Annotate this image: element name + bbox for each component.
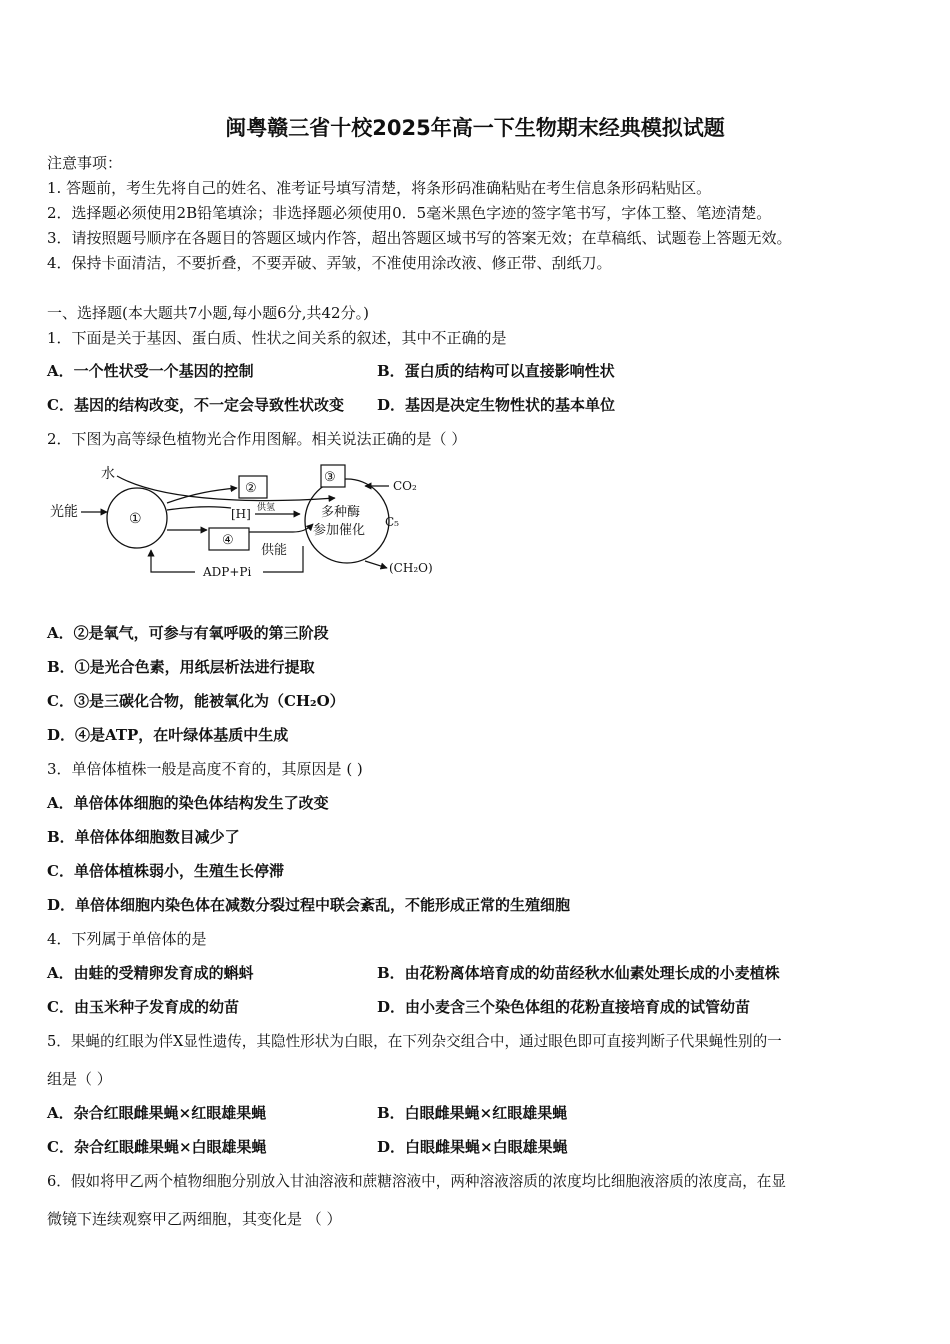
page-title: 闽粤赣三省十校2025年高一下生物期末经典模拟试题 (225, 116, 725, 140)
diagram-label-3: ③ (324, 470, 336, 485)
q5-option-d[interactable]: D．白眼雌果蝇×白眼雄果蝇 (377, 1138, 568, 1156)
question-1-stem: 1．下面是关于基因、蛋白质、性状之间关系的叙述，其中不正确的是 (47, 329, 507, 347)
q3-option-c[interactable]: C．单倍体植株弱小，生殖生长停滞 (47, 862, 284, 880)
diagram-label-2: ② (245, 481, 257, 496)
diagram-label-co2: CO₂ (393, 479, 417, 493)
energy-arrow (249, 524, 313, 532)
q2-option-a[interactable]: A．②是氧气，可参与有氧呼吸的第三阶段 (47, 624, 329, 642)
diagram-label-h: [H] (231, 507, 251, 521)
diagram-label-enzyme1: 多种酶 (321, 505, 361, 520)
q4-option-a[interactable]: A．由蛙的受精卵发育成的蝌蚪 (47, 964, 254, 982)
q4-option-c[interactable]: C．由玉米种子发育成的幼苗 (47, 998, 239, 1016)
o2-arrow (167, 488, 237, 503)
question-5-stem-cont: 组是（ ） (47, 1070, 112, 1088)
diagram-label-energy: 供能 (261, 543, 288, 558)
notice-heading: 注意事项： (47, 154, 123, 172)
diagram-label-supply-h: 供氢 (257, 503, 276, 513)
diagram-label-1: ① (129, 511, 142, 527)
diagram-label-enzyme2: 参加催化 (313, 523, 366, 538)
photosynthesis-diagram (45, 458, 445, 583)
diagram-label-adp: ADP+Pi (203, 565, 252, 579)
q4-option-d[interactable]: D．由小麦含三个染色体组的花粉直接培育成的试管幼苗 (377, 998, 751, 1016)
diagram-label-water: 水 (101, 466, 115, 482)
q3-option-d[interactable]: D．单倍体细胞内染色体在减数分裂过程中联会紊乱，不能形成正常的生殖细胞 (47, 896, 571, 914)
diagram-label-ch2o: (CH₂O) (389, 561, 433, 575)
q3-option-a[interactable]: A．单倍体体细胞的染色体结构发生了改变 (47, 794, 329, 812)
question-6-stem: 6．假如将甲乙两个植物细胞分别放入甘油溶液和蔗糖溶液中，两种溶液溶质的浓度均比细胞液溶质的浓度高，在显 (47, 1173, 786, 1190)
diagram-label-light: 光能 (50, 504, 78, 520)
q3-option-b[interactable]: B．单倍体体细胞数目减少了 (47, 828, 240, 846)
q1-option-b[interactable]: B．蛋白质的结构可以直接影响性状 (377, 362, 615, 380)
q1-option-a[interactable]: A．一个性状受一个基因的控制 (47, 362, 254, 380)
diagram-label-c5: C₅ (385, 515, 399, 529)
notice-item: 4．保持卡面清洁，不要折叠，不要弄破、弄皱，不准使用涂改液、修正带、刮纸刀。 (47, 254, 612, 272)
diagram-label-4: ④ (222, 533, 234, 548)
notice-item: 2．选择题必须使用2B铅笔填涂；非选择题必须使用0．5毫米黑色字迹的签字笔书写，字体工整、笔迹清楚。 (47, 204, 772, 222)
q2-option-b[interactable]: B．①是光合色素，用纸层析法进行提取 (47, 658, 315, 676)
notice-item: 3．请按照题号顺序在各题目的答题区域内作答，超出答题区域书写的答案无效；在草稿纸、试题卷上答题无效。 (47, 229, 792, 247)
q2-option-c[interactable]: C．③是三碳化合物，能被氧化为（CH₂O） (47, 692, 345, 710)
question-2-stem: 2．下图为高等绿色植物光合作用图解。相关说法正确的是（ ） (47, 430, 467, 448)
notice-item: 1. 答题前，考生先将自己的姓名、准考证号填写清楚，将条形码准确粘贴在考生信息条形码粘贴区。 (47, 179, 712, 197)
question-5-stem: 5．果蝇的红眼为伴X显性遗传，其隐性形状为白眼，在下列杂交组合中，通过眼色即可直接判断子代果蝇性别的一 (47, 1033, 782, 1050)
q4-option-b[interactable]: B．由花粉离体培育成的幼苗经秋水仙素处理长成的小麦植株 (377, 964, 780, 982)
ch2o-arrow (365, 561, 387, 568)
q5-option-b[interactable]: B．白眼雌果蝇×红眼雄果蝇 (377, 1104, 568, 1122)
calvin-cycle (305, 479, 389, 563)
h-line (167, 507, 231, 510)
question-6-stem-cont: 微镜下连续观察甲乙两细胞，其变化是 （ ） (47, 1210, 342, 1228)
q1-option-d[interactable]: D．基因是决定生物性状的基本单位 (377, 396, 616, 414)
q1-option-c[interactable]: C．基因的结构改变，不一定会导致性状改变 (47, 396, 344, 414)
q2-option-d[interactable]: D．④是ATP，在叶绿体基质中生成 (47, 726, 289, 744)
water-arc (117, 476, 335, 501)
q5-option-c[interactable]: C．杂合红眼雌果蝇×白眼雄果蝇 (47, 1138, 267, 1156)
q5-option-a[interactable]: A．杂合红眼雌果蝇×红眼雄果蝇 (47, 1104, 267, 1122)
question-3-stem: 3．单倍体植株一般是高度不育的，其原因是 ( ) (47, 760, 363, 778)
section-heading: 一、选择题(本大题共7小题,每小题6分,共42分。) (47, 304, 369, 322)
question-4-stem: 4．下列属于单倍体的是 (47, 930, 207, 948)
